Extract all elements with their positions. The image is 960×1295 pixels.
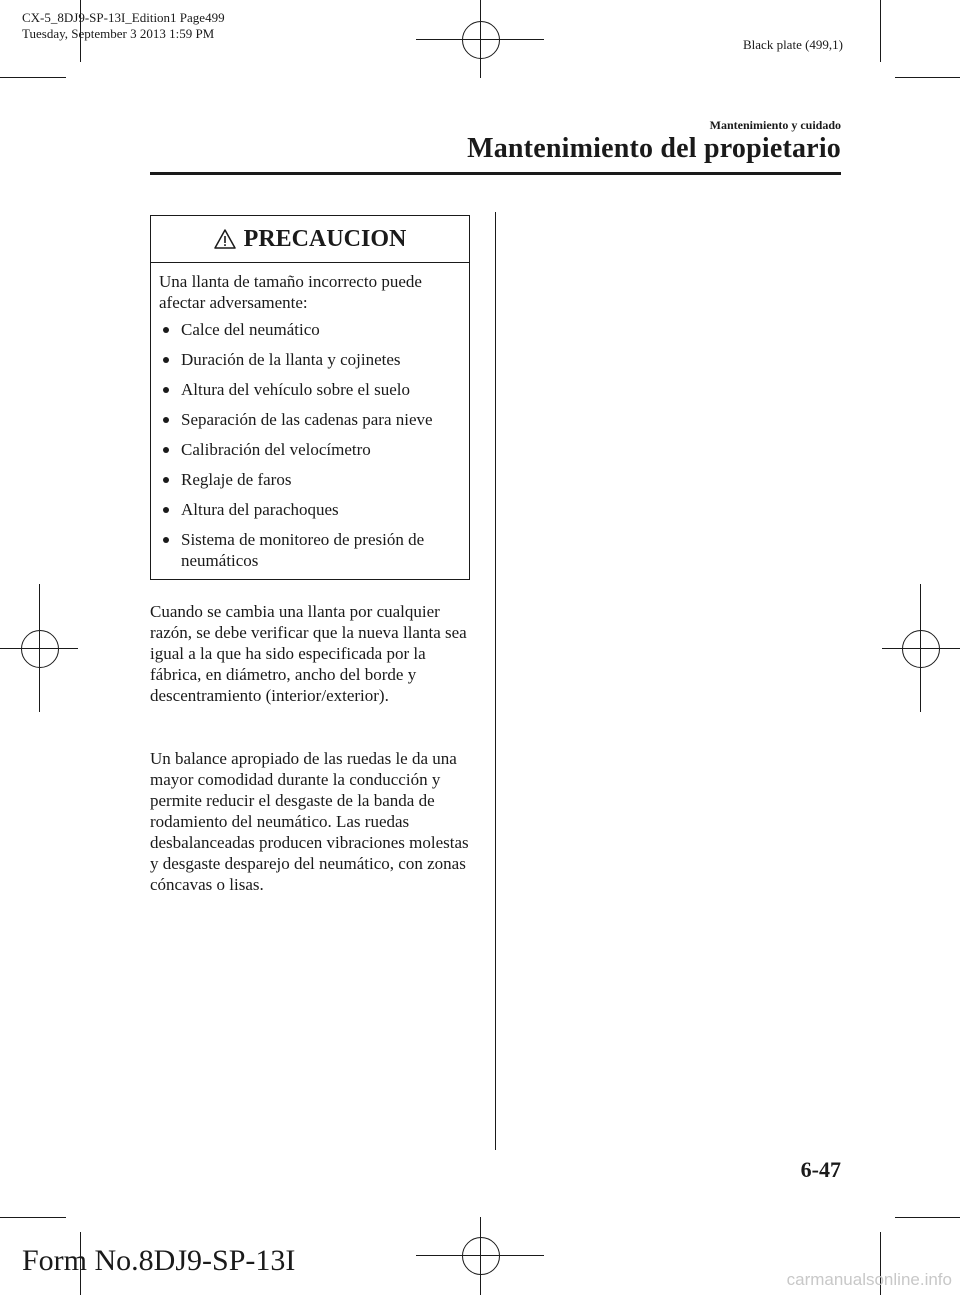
section-label: Mantenimiento y cuidado <box>709 118 841 132</box>
body-paragraph-2: Un balance apropiado de las ruedas le da una mayor comodidad durante la conducción y permite reducir el desgaste de la banda de rodamiento del neumático. Las ruedas desbalanceadas producen vibraciones molestas y desgaste desparejo del neumático, con zonas cóncavas o lisas. <box>150 749 469 894</box>
list-item: Reglaje de faros <box>159 469 461 490</box>
bullet-icon <box>163 357 169 363</box>
caution-intro: Una llanta de tamaño incorrecto puede afectar adversamente: <box>159 272 422 312</box>
bullet-icon <box>163 507 169 513</box>
column-divider <box>495 212 496 1150</box>
crop-mark-top-right-v <box>880 0 881 62</box>
list-item: Separación de las cadenas para nieve <box>159 409 461 430</box>
bullet-icon <box>163 387 169 393</box>
watermark: carmanualsonline.info <box>786 1270 952 1289</box>
print-meta-line-2: Tuesday, September 3 2013 1:59 PM <box>22 26 215 41</box>
bullet-icon <box>163 477 169 483</box>
page-title: Mantenimiento del propietario <box>467 133 841 164</box>
print-meta-line-1: CX-5_8DJ9-SP-13I_Edition1 Page499 <box>22 10 225 25</box>
caution-body <box>151 263 469 571</box>
caution-header <box>151 216 469 263</box>
bullet-icon <box>163 417 169 423</box>
list-item: Sistema de monitoreo de presión de neumáticos <box>159 529 461 571</box>
print-metadata <box>22 10 225 42</box>
caution-box <box>150 215 470 580</box>
crop-mark-top-left-h <box>0 77 66 78</box>
list-item: Altura del parachoques <box>159 499 461 520</box>
plate-label: Black plate (499,1) <box>743 37 843 52</box>
crop-mark-top-right-h <box>895 77 960 78</box>
list-item: Calce del neumático <box>159 319 461 340</box>
list-item: Altura del vehículo sobre el suelo <box>159 379 461 400</box>
warning-triangle-icon <box>214 229 236 249</box>
caution-list <box>159 319 461 571</box>
bullet-icon <box>163 327 169 333</box>
crop-mark-bottom-left-h <box>0 1217 66 1218</box>
list-item: Duración de la llanta y cojinetes <box>159 349 461 370</box>
crop-mark-bottom-right-h <box>895 1217 960 1218</box>
caution-heading: PRECAUCION <box>243 225 407 252</box>
page-number: 6-47 <box>800 1157 841 1182</box>
body-paragraph-1: Cuando se cambia una llanta por cualquier razón, se debe verificar que la nueva llanta sea igual a la que ha sido especificada por la fábrica, en diámetro, ancho del borde y descentramiento (interior/exterior). <box>150 602 467 705</box>
list-item: Calibración del velocímetro <box>159 439 461 460</box>
form-number: Form No.8DJ9-SP-13I <box>22 1244 296 1277</box>
bullet-icon <box>163 447 169 453</box>
bullet-icon <box>163 537 169 543</box>
title-rule <box>150 172 841 175</box>
